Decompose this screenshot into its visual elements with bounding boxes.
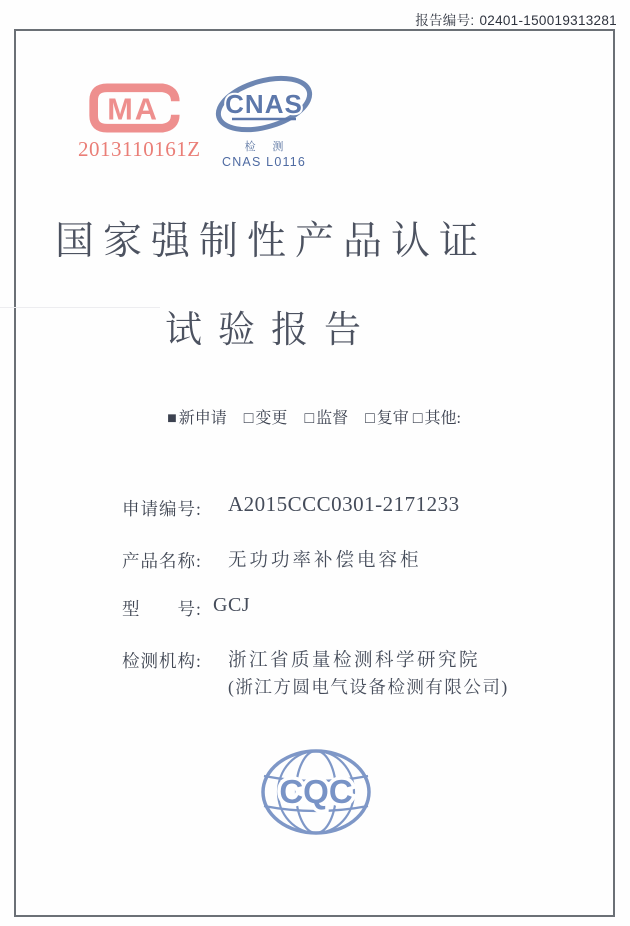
empty-box-icon: □: [412, 410, 423, 427]
model-label: 型 号:: [122, 599, 202, 619]
cma-letters: MA: [107, 91, 159, 127]
checkbox-change: [244, 410, 288, 427]
test-agency-label: 检测机构:: [122, 651, 202, 671]
cqc-letters: CQC: [279, 773, 353, 810]
report-number-label: 报告编号:: [415, 13, 475, 28]
empty-box-icon: □: [243, 410, 254, 427]
checkbox-label: 其他:: [424, 410, 461, 427]
product-name-label: 产品名称:: [122, 551, 202, 571]
application-no-value: A2015CCC0301-2171233: [228, 492, 460, 516]
checkbox-label: 新申请: [178, 410, 227, 427]
cnas-lab-code: CNAS L0116: [221, 155, 307, 169]
cqc-logo-block: [258, 748, 374, 836]
empty-box-icon: □: [365, 410, 375, 427]
cma-license-number: 2013110161Z: [78, 137, 201, 161]
cqc-globe-icon: [260, 748, 372, 836]
model-value: GCJ: [213, 594, 251, 616]
page-subtitle: 试验报告: [165, 310, 377, 351]
product-name-value: 无功功率补偿电容柜: [228, 551, 422, 571]
cnas-caption: 检 测: [244, 141, 291, 153]
checkbox-supervision: [304, 410, 348, 427]
cma-logo-block: [78, 80, 201, 162]
cnas-letters: CNAS: [225, 89, 303, 119]
application-no-label: 申请编号:: [122, 499, 202, 519]
checkbox-other: [413, 410, 461, 427]
checked-box-icon: ■: [167, 410, 177, 427]
empty-box-icon: □: [304, 410, 315, 427]
checkbox-new-application: [167, 410, 227, 427]
page-title: 国家强制性产品认证: [54, 220, 487, 263]
checkbox-label: 复审: [376, 410, 409, 427]
test-agency-value-line2: (浙江方圆电气设备检测有限公司): [228, 677, 509, 697]
cnas-logo-block: [209, 74, 319, 169]
checkbox-label: 监督: [316, 410, 349, 427]
checkbox-label: 变更: [255, 410, 288, 427]
application-type-row: [15, 405, 613, 428]
test-agency-value: 浙江省质量检测科学研究院: [228, 651, 481, 671]
report-number-value: 02401-150019313281: [479, 13, 617, 28]
cnas-mark-icon: [212, 74, 316, 136]
checkbox-review: [365, 410, 409, 427]
report-number-row: [415, 9, 617, 29]
cma-mark-icon: [86, 80, 182, 136]
